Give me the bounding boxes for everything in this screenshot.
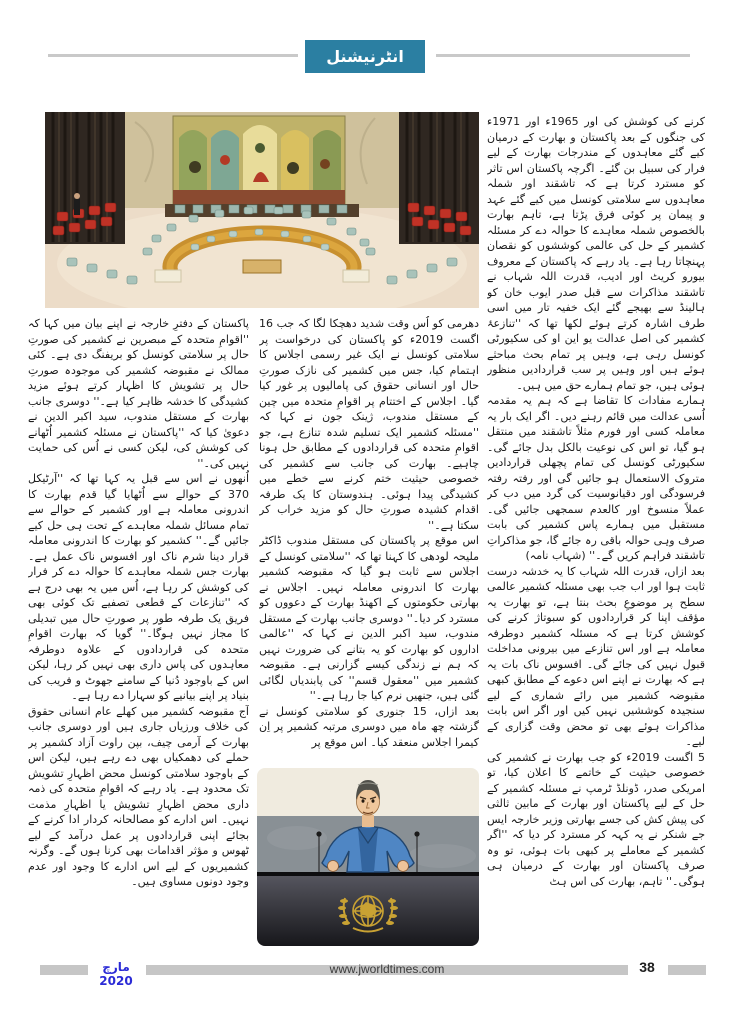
footer-bar-right (668, 965, 706, 975)
article-paragraph: دھرمی کو اُس وقت شدید دھچکا لگا کہ جب 16 اگست 2019ء کو پاکستان کی درخواست پر سلامتی کونسل نے ایک غیر رسمی اجلاس کا اہتمام کیا، جس میں کشمیر کی نازک صورتِ حال اور انسانی حقوق کی پامالیوں پر غور کیا گیا۔ اجلاس کے اختتام پر اقوامِ متحدہ میں چین کے مستقل مندوب، ژینک جون نے کہا کہ ''مسئلہ کشمیر ایک تسلیم شدہ تنازع ہے، جو اقوامِ متحدہ کی قراردادوں کے مطابق حل ہونا چاہیے۔ بھارت کی جانب سے کشمیر کی خصوصی حیثیت ختم کرنے سے خطے میں کشیدگی پیدا ہوئی۔ ہندوستان کا یک طرفہ اقدام کشیدہ صورتِ حال کو مزید خراب کر سکتا ہے۔'' (259, 317, 479, 532)
footer-bar-left (40, 965, 88, 975)
unsc-chamber-photo (45, 112, 479, 308)
standing-person (74, 193, 80, 215)
article-paragraph: بعد ازاں، قدرت اللہ شہاب کا یہ خدشہ درست ثابت ہوا اور اب جب بھی مسئلہ کشمیر عالمی سطح پر موضوعِ بحث بنتا ہے، تو بھارت یہ مؤقف اپنا کر قراردادوں کو سبوتاژ کرنے کی کوشش کرتا ہے کہ مسئلہ کشمیر دوطرفہ معاملہ ہے اور اس تنازعے میں بیرونی مداخلت قبول نہیں کی جائے گی۔ افسوس ناک بات یہ ہے کہ بھارت نے اپنے اس دعوے کے مطابق کبھی مقبوضہ کشمیر میں رائے شماری کے لیے سنجیدہ کوششیں نہیں کیں اور اگر اس بابت مذاکرات ہوئے بھی تو محض وقت گزاری کے لیے۔ (487, 564, 705, 748)
article-paragraph: 5 اگست 2019ء کو جب بھارت نے کشمیر کی خصوصی حیثیت کے خاتمے کا اعلان کیا، تو امریکی صدر، ڈونلڈ ٹرمپ نے مسئلہ کشمیر کے حل کے لیے پاکستان اور بھارت کے مابین ثالثی کی پیش کش کی جسے بھارتی وزیر خارجہ ایس جے شنکر نے یہ کہہ کر مسترد کر دیا کہ ''اگر کشمیر کے معاملے پر کبھی بات ہوئی، تو وہ صرف پاکستان اور بھارت کے درمیان ہی ہوگی۔'' تاہم، بھارت کی اس ہٹ (487, 750, 705, 888)
article-paragraph: بعد ازاں، 15 جنوری کو سلامتی کونسل نے گزشتہ چھ ماہ میں دوسری مرتبہ کشمیر پر اِن کیمرا اجلاس منعقد کیا۔ اس موقع پر (259, 704, 479, 749)
footer-page-number: 38 (639, 959, 655, 975)
footer-website: www.jworldtimes.com (329, 962, 445, 976)
side-table-right (343, 270, 369, 282)
article-paragraph: اس موقع پر پاکستان کی مستقل مندوب ڈاکٹر ملیحہ لودھی کا کہنا تھا کہ ''سلامتی کونسل کے اجلاس سے ثابت ہو گیا کہ مقبوضہ کشمیر بھارت کا اندرونی معاملہ نہیں۔ اجلاس نے بھارتی حکومتوں کے اکھنڈ بھارت کے دعووں کو مسترد کر دیا۔'' دوسری جانب بھارت کے مستقل مندوب، سید اکبر الدین نے کہا کہ ''عالمی اداروں کو بھارت کو یہ بتانے کی ضرورت نہیں کہ ہم نے زندگی کیسے گزارنی ہے۔ مقبوضہ کشمیر میں ''معقول قسم'' کی پابندیاں لگائی گئی ہیں، جنھیں نرم کیا جا رہا ہے۔'' (259, 534, 479, 702)
header-rule-left (48, 54, 298, 57)
header-rule-right (436, 54, 690, 57)
un-podium-cartoon (257, 768, 479, 946)
article-paragraph: آج مقبوضہ کشمیر میں کھلے عام انسانی حقوق کی خلاف ورزیاں جاری ہیں اور دوسری جانب بھارت کے آرمی چیف، بپن راوت آزاد کشمیر پر حملے کی دھمکیاں بھی دے رہے ہیں، لیکن اس کے باوجود سلامتی کونسل محض اظہارِ تشویش تک محدود ہے۔ یاد رہے کہ اقوامِ متحدہ کی ذمہ داری محض اظہارِ تشویش یا اظہارِ مذمت نہیں۔ اس ادارے کو مصالحانہ کردار ادا کرنے کے بجائے اپنی قراردادوں پر عمل درآمد کے لیے ٹھوس و مؤثر اقدامات بھی کرنا ہوں گے۔ وگرنہ کشمیریوں کے لیے اس ادارے کا وجود اور عدم وجود دونوں مساوی ہیں۔ (28, 704, 249, 888)
article-column-left (28, 316, 249, 908)
article-paragraph: اُنھوں نے اس سے قبل یہ کہا تھا کہ ''آرٹیکل 370 کے حوالے سے اُٹھایا گیا قدم بھارت کا اندرونی معاملہ ہے اور کشمیر کے حوالے سے تمام مسائل شملہ معاہدے کے تحت ہی حل کیے جائیں گے۔'' کشمیر کو بھارت کا اندرونی معاملہ قرار دینا شرم ناک اور افسوس ناک عمل ہے۔ بھارت جس شملہ معاہدے کا حوالہ دے کر فرار کی کوشش کر رہا ہے، اُس میں یہ بھی درج ہے کہ ''تنازعات کے قطعی تصفیے تک کوئی بھی فریق یک طرفہ طور پر صورتِ حال میں تبدیلی کا مجاز نہیں ہوگا۔'' گویا کہ بھارت اقوامِ متحدہ کی قراردادوں کے علاوہ دوطرفہ معاہدوں کی پاس داری بھی نہیں کر رہا، لیکن اس کے باوجود دُنیا کے سامنے جھوٹ و فریب کی بنیاد پر اپنے بیانیے کو سہارا دے رہا ہے۔ (28, 472, 249, 702)
page-footer (0, 958, 730, 988)
article-paragraph: کرنے کی کوشش کی اور 1965ء اور 1971ء کی جنگوں کے بعد پاکستان و بھارت کے درمیان کیے گئے معاہدوں کے مندرجات بھارت کے لیے فرار کی سبیل بن گئے۔ اگرچہ پاکستان اس تاثر کو مسترد کرتا ہے کہ تاشقند اور شملہ معاہدوں سے سلامتی کونسل میں کیے گئے عہد و پیمان پر کوئی فرق پڑتا ہے، تاہم بھارت بالخصوص شملہ معاہدے کا حوالہ دے کر مسئلہ کشمیر کے حل کی عالمی کوششوں کو نقصان پہنچاتا رہا ہے۔ یاد رہے کہ پاکستان کے معروف بیورو کریٹ اور ادیب، قدرت اللہ شہاب نے تاشقند مذاکرات سے قبل صدر ایوب خان کو ہالینڈ سے بھیجے گئے ایک خفیہ تار میں اسی طرف اشارہ کرتے ہوئے لکھا تھا کہ ''تنازعۂ کشمیر کی اصل عدالت یو این او کی سکیورٹی کونسل رہی ہے، وہیں پر تمام بحث مباحثے ہوئے ہیں اور وہیں پر سب قراردادیں منظور ہوئی ہیں، جو تمام ہمارے حق میں ہیں۔ (487, 115, 705, 392)
article-column-middle (259, 316, 479, 764)
footer-issue-date: مارچ 2020 (99, 960, 133, 988)
article-paragraph: ہمارے مفادات کا تقاضا ہے کہ ہم یہ مقدمہ اُسی عدالت میں قائم رہنے دیں۔ اگر ایک بار یہ معاملہ کسی اور فورم مثلاً تاشقند میں منتقل ہو گیا، تو اس کی نوعیت بالکل بدل جائے گی۔ سکیورٹی کونسل کی تمام پچھلی قراردادیں متروک الاستعمال ہو جائیں گی اور رفتہ رفتہ فرسودگی اور دقیانوسیت کی گرد میں دب کر عملاً منسوخ اور کالعدم سمجھی جائیں گی۔ مستقبل میں ہمارے پاس کشمیر کی بابت صرف وہی حوالہ باقی رہ جائے گا، جو مذاکراتِ تاشقند فراہم کریں گے۔'' (شہاب نامہ) (487, 394, 705, 562)
article-column-right (487, 114, 705, 958)
side-table-left (155, 270, 181, 282)
center-table (243, 260, 281, 273)
unsc-chamber-illustration (45, 112, 479, 308)
mural (173, 116, 345, 204)
section-badge: انٹرنیشنل (305, 40, 425, 73)
article-paragraph: پاکستان کے دفترِ خارجہ نے اپنے بیان میں کہا کہ ''اقوامِ متحدہ کے مبصرین نے کشمیر کی صورتِ حال پر سلامتی کونسل کو بریفنگ دی ہے۔ کئی ممالک نے مقبوضہ کشمیر کی موجودہ صورتِ حال پر تشویش کا اظہار کرتے ہوئے مزید کشیدگی کا خدشہ ظاہر کیا ہے۔'' دوسری جانب بھارت کے مستقل مندوب، سید اکبر الدین نے دعویٰ کیا کہ ''پاکستان نے مسئلہ کشمیر اُٹھانے کی کوشش کی، لیکن کسی نے اُس کی حمایت نہیں کی۔'' (28, 317, 249, 470)
un-podium-cartoon-illustration (257, 768, 479, 946)
